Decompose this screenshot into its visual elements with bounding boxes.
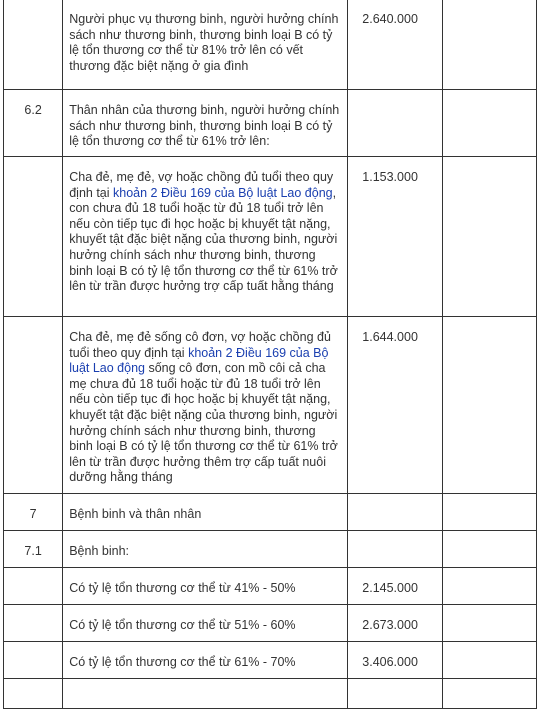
stt-cell [4, 90, 63, 157]
description-cell [63, 317, 348, 494]
description-text: Người phục vụ thương binh, người hưởng chính sách như thương binh, thương binh loại B có tỷ lệ tổn thương cơ thể từ 81% trở lên có vết thương đặc biệt nặng ở gia đình [69, 12, 339, 73]
description-text: Có tỷ lệ tổn thương cơ thể từ 51% - 60% [69, 618, 296, 632]
amount-cell [348, 531, 442, 568]
description-cell [63, 0, 348, 90]
stt-text [4, 642, 62, 661]
stt-text: 7.1 [24, 544, 42, 558]
empty-cell [442, 157, 536, 317]
description-text [63, 317, 347, 492]
amount-text: 1.644.000 [362, 330, 418, 344]
amount-cell [348, 90, 442, 157]
amount-cell [348, 568, 442, 605]
stt-text: 7 [29, 507, 37, 521]
description-text-before: Cha đẻ, mẹ đẻ sống cô đơn, vợ hoặc chồng đủ tuổi theo quy định tại [69, 330, 331, 360]
description-cell [63, 605, 348, 642]
table-row [4, 90, 537, 157]
table-row [4, 679, 537, 709]
stt-cell [4, 494, 63, 531]
empty-cell [442, 494, 536, 531]
description-cell [63, 157, 348, 317]
description-text [63, 157, 347, 301]
description-text: Có tỷ lệ tổn thương cơ thể từ 61% - 70% [69, 655, 296, 669]
description-cell [63, 90, 348, 157]
amount-text: 2.673.000 [362, 618, 418, 632]
table-row [4, 531, 537, 568]
description-text-before: Cha đẻ, mẹ đẻ, vợ hoặc chồng đủ tuổi theo quy định tại [69, 170, 334, 200]
stt-text [4, 317, 62, 336]
stt-cell [4, 317, 63, 494]
stt-cell [4, 605, 63, 642]
stt-text [4, 568, 62, 587]
amount-text [348, 531, 441, 544]
description-text-after: , con chưa đủ 18 tuổi hoặc từ đủ 18 tuổi trở lên nếu còn tiếp tục đi học hoặc bị khuyết tật nặng, khuyết tật đặc biệt nặng của thương binh, người hưởng chính sách như thương binh, thương binh loại B có tỷ lệ tổn thương cơ thể từ 61% trở lên từ trần được hưởng trợ cấp tuất hằng tháng [69, 185, 338, 294]
description-cell [63, 679, 348, 709]
empty-cell [442, 642, 536, 679]
empty-cell [442, 317, 536, 494]
description-text: Bệnh binh: [69, 544, 129, 558]
description-text: Thân nhân của thương binh, người hưởng chính sách như thương binh, thương binh loại B có tỷ lệ tổn thương cơ thể từ 61% trở lên: [69, 103, 340, 149]
stt-cell [4, 642, 63, 679]
amount-text [348, 494, 441, 507]
stt-cell [4, 568, 63, 605]
amount-text: 1.153.000 [362, 170, 418, 184]
amount-text: 3.406.000 [362, 655, 418, 669]
amount-text: 2.640.000 [362, 12, 418, 26]
empty-cell [442, 679, 536, 709]
table-row [4, 0, 537, 90]
amount-text: 2.145.000 [362, 581, 418, 595]
empty-cell [442, 568, 536, 605]
empty-cell [442, 0, 536, 90]
labor-code-link[interactable]: khoản 2 Điều 169 của Bộ luật Lao động [69, 345, 329, 376]
description-cell [63, 531, 348, 568]
stt-cell [4, 0, 63, 90]
description-cell [63, 642, 348, 679]
amount-cell [348, 605, 442, 642]
empty-cell [442, 605, 536, 642]
stt-text: 6.2 [24, 103, 42, 117]
description-cell [63, 568, 348, 605]
amount-text [348, 90, 441, 103]
stt-cell [4, 531, 63, 568]
allowance-table [3, 0, 537, 709]
stt-text [4, 605, 62, 624]
labor-code-link[interactable]: khoản 2 Điều 169 của Bộ luật Lao động [113, 185, 333, 200]
amount-cell [348, 0, 442, 90]
table-row [4, 317, 537, 494]
empty-cell [442, 90, 536, 157]
amount-cell [348, 642, 442, 679]
table-row [4, 642, 537, 679]
table-row [4, 494, 537, 531]
amount-cell [348, 157, 442, 317]
amount-cell [348, 494, 442, 531]
stt-text [4, 157, 62, 176]
stt-cell [4, 157, 63, 317]
description-text-after: sống cô đơn, con mồ côi cả cha mẹ chưa đủ 18 tuổi hoặc từ đủ 18 tuổi trở lên nếu còn tiếp tục đi học hoặc bị khuyết tật nặng, khuyết tật đặc biệt nặng của thương binh, người hưởng chính sách như thương binh, thương binh loại B có tỷ lệ tổn thương cơ thể từ 61% trở lên từ trần được hưởng thêm trợ cấp tuất nuôi dưỡng hằng tháng [69, 361, 338, 485]
description-text: Bệnh binh và thân nhân [69, 507, 202, 521]
stt-text [4, 0, 62, 18]
table-row [4, 605, 537, 642]
description-cell [63, 494, 348, 531]
table-row [4, 568, 537, 605]
empty-cell [442, 531, 536, 568]
amount-cell [348, 317, 442, 494]
amount-cell [348, 679, 442, 709]
table-row [4, 157, 537, 317]
description-text: Có tỷ lệ tổn thương cơ thể từ 41% - 50% [69, 581, 296, 595]
stt-cell [4, 679, 63, 709]
